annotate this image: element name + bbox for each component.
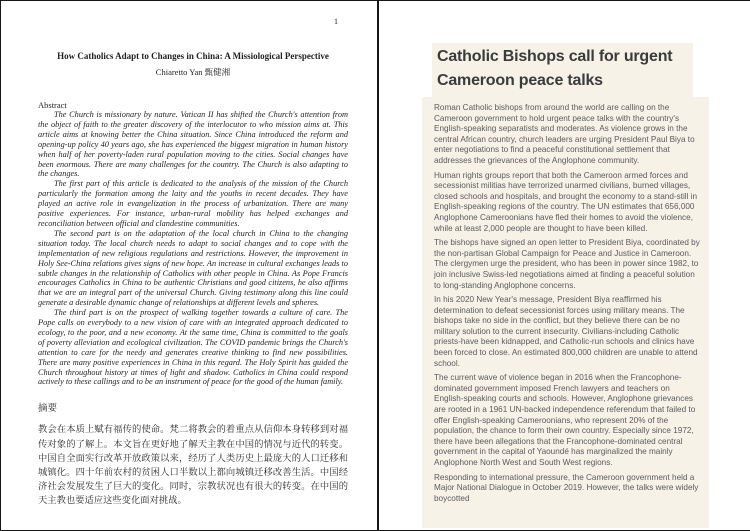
abstract-paragraph: The second part is on the adaptation of the local church in China to the changing situation today. The local church needs to adapt to social changes and to cope with the implementation of new religious regulations and restrictions. However, the improvement in Holy See-China relations gives signs of new hope. An increase in cultural exchanges leads to subtle changes in the relationship of Catholics with other people in China. As Pope Francis encourages Catholics in China to be authentic Christians and good citizens, he also affirms that we are an integral part of the universal Church. Giving testimony along this line could generate a desirable dynamic change of relationships at different levels and spheres. bbox=[38, 228, 348, 308]
article-paragraph: In his 2020 New Year's message, President Biya reaffirmed his determination to defeat secessionist forces using military means. The bishops take no side in the conflict, but they believe there can be no military solution to the current insecurity. Civilians-including Catholic priests-have been kidnapped, and Catholic-run schools and clinics have been forced to close. An estimated 800,000 children are unable to attend school. bbox=[434, 295, 698, 368]
abstract-paragraph: The third part is on the prospect of walking together towards a culture of care. The Pope calls on everybody to a new vision of care with an integrated approach dedicated to ecology, to the poor, and a new economy. At the same time, China is committed to the goals of poverty alleviation and ecological civilization. The COVID pandemic brings the Church's attention to care for the needy and generates creative thinking to find new possibilities. There are many positive experiences in China in this regard. The Holy Spirit has guided the Church throughout history at times of light and shadow. Catholics in China could respond actively to these callings and to be an instrument of peace for the good of the human family. bbox=[38, 308, 348, 387]
page-number: 1 bbox=[334, 17, 338, 26]
article-paragraph: Human rights groups report that both the Cameroon armed forces and secessionist militias have terrorized unarmed civilians, burned villages, closed schools and hospitals, and brought the economy to a stand-still in English-speaking regions of the country. The UN estimates that 656,000 Anglophone Cameroonians have fled their homes to avoid the violence, while at least 2,000 people are thought to have been killed. bbox=[434, 170, 698, 233]
paper-content bbox=[38, 1, 348, 509]
article-headline: Catholic Bishops call for urgent Cameroon peace talks bbox=[437, 48, 673, 89]
abstract-paragraph: The first part of this article is dedicated to the analysis of the mission of the Church particularly the formation among the laity and the youths in recent decades. They have played an active role in evangelization in the process of urbanization. There are many positive experiences. For instance, urban-rural mobility has helped exchanges and reconciliation between official and clandestine communities. bbox=[38, 179, 348, 228]
chinese-abstract-heading: 摘要 bbox=[38, 404, 58, 415]
abstract-section bbox=[38, 110, 348, 387]
article-paragraph: Responding to international pressure, the Cameroon government held a Major National Dialogue in October 2019. However, the talks were widely boycotted bbox=[434, 472, 699, 503]
article-paragraph: The current wave of violence began in 2016 when the Francophone-dominated government imposed French lawyers and teachers on English-speaking courts and schools. However, Anglophone grievances are rooted in a 1961 UN-backed independence referendum that failed to offer English-speaking Cameroonians, who represent 20% of the population, the chance to form their own country. Especially since 1972, there have been allegations that the Francophone-dominated central government in the capital of Yaoundé has marginalized the mainly Anglophone North West and South West regions. bbox=[434, 373, 696, 467]
paper-title: How Catholics Adapt to Changes in China: A Missiological Perspective bbox=[57, 51, 329, 61]
paper-page bbox=[1, 1, 377, 530]
article-paragraph: The bishops have signed an open letter to President Biya, coordinated by the non-partisan Global Campaign for Peace and Justice in Cameroon. The clergymen urge the president, who has been in power since 1982, to join inclusive Swiss-led negotiations aimed at finding a peaceful solution to long-standing Anglophone concerns. bbox=[434, 238, 700, 290]
abstract-heading: Abstract bbox=[38, 100, 67, 110]
abstract-paragraph: The Church is missionary by nature. Vatican II has shifted the Church's attention from the object of faith to the greater discovery of the interlocutor to who mission aims at. This article aims at knowing better the China situation. Since China introduced the reform and opening-up policy 40 years ago, she has experienced the biggest migration in human history when half of her poverty-laden rural population moving to the cities. Social changes have been enormous. There are many challenges for the country. The Church is also adapting to the changes. bbox=[38, 110, 348, 179]
chinese-abstract-text: 教会在本质上赋有福传的使命。梵二将教会的着重点从信仰本身转移到对福传对象的了解上。本文旨在更好地了解天主教在中国的情况与近代的转变。中国自全面实行改革开放政策以来，经历了人类历史上最庞大的人口迁移和城镇化。四十年前农村的贫困人口半数以上都向城镇迁移改善生活。中国经济社会发展发生了巨大的变化。同时，宗教状况也有很大的转变。在中国的天主教也要适应这些变化面对挑战。 bbox=[38, 425, 348, 507]
article-paragraph: Roman Catholic bishops from around the world are calling on the Cameroon government to hold urgent peace talks with the country's English-speaking separatists and moderates. As violence grows in the central African country, church leaders are urging President Paul Biya to enter negotiations to find a peaceful constitutional settlement that addresses the grievances of the Anglophone community. bbox=[434, 103, 695, 165]
article-headline-block bbox=[432, 43, 693, 97]
article-page bbox=[379, 1, 750, 530]
paper-author: Chiaretto Yan 甄健湘 bbox=[155, 67, 231, 77]
article-body bbox=[422, 97, 709, 528]
